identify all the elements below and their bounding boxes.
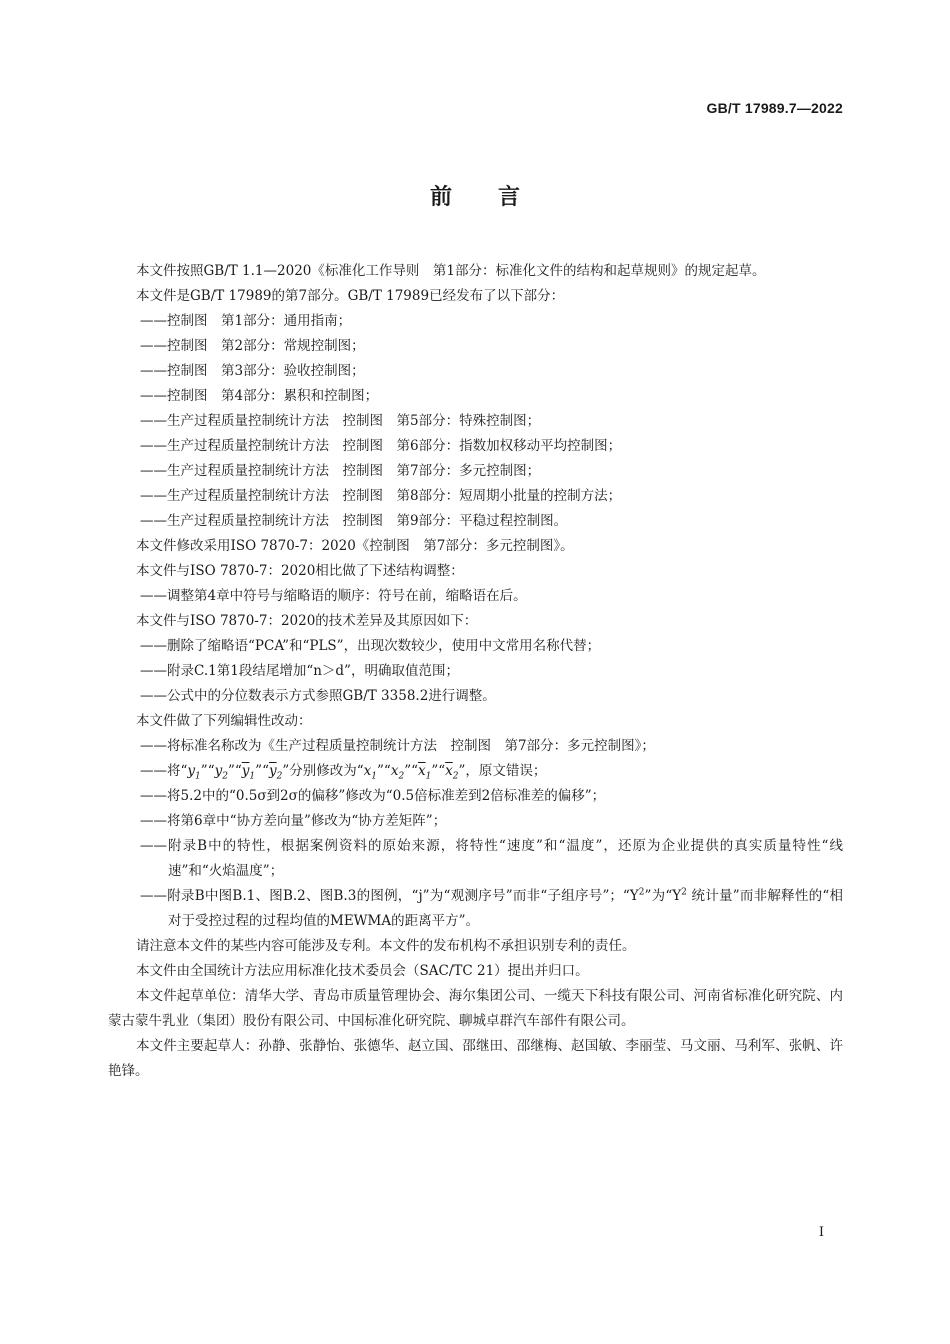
symbol-ybar1: $\overline{y}_1$ xyxy=(241,763,256,782)
committee-paragraph: 本文件由全国统计方法应用标准化技术委员会（SAC/TC 21）提出并归口。 xyxy=(136,963,589,979)
list-item: ——将5.2中的“0.5σ到2σ的偏移”修改为“0.5倍标准差到2倍标准差的偏移”； xyxy=(140,788,606,804)
symbol-x1: $x_1$ xyxy=(363,763,378,782)
drafters-paragraph: 本文件主要起草人：孙静、张静怡、张德华、赵立国、邵继田、邵继梅、赵国敏、李丽莹、马文丽、马利军、张帆、许艳锋。 xyxy=(108,1038,843,1079)
adopt-paragraph: 本文件修改采用ISO 7870-7：2020《控制图 第7部分：多元控制图》。 xyxy=(136,538,574,554)
superscript: 2 xyxy=(638,887,645,898)
list-item: ——控制图 第2部分：常规控制图； xyxy=(140,338,365,354)
superscript: 2 xyxy=(681,887,687,898)
list-item-legend xyxy=(108,884,843,934)
list-item: ——生产过程质量控制统计方法 控制图 第5部分：特殊控制图； xyxy=(140,413,541,429)
symbol-y2: $y_2$ xyxy=(214,763,228,782)
text-fragment: ”为“Y xyxy=(644,888,682,904)
list-item: ——控制图 第1部分：通用指南； xyxy=(140,313,352,329)
standard-code: GB/T 17989.7—2022 xyxy=(706,100,843,116)
text-fragment: ——附录B中图B.1、图B.2、图B.3的图例，“j”为“观测序号”而非“子组序号”；“Y xyxy=(140,888,639,904)
text-fragment: ——将“ xyxy=(140,763,188,779)
list-item: ——将第6章中“协方差向量”修改为“协方差矩阵”； xyxy=(140,813,447,829)
text-fragment: ”分别修改为“ xyxy=(282,763,364,779)
symbol-y1: $y_1$ xyxy=(187,763,201,782)
list-item: ——附录B中的特性，根据案例资料的原始来源，将特性“速度”和“温度”，还原为企业提供的真实质量特性“线速”和“火焰温度”； xyxy=(140,838,843,879)
list-item: ——生产过程质量控制统计方法 控制图 第6部分：指数加权移动平均控制图； xyxy=(140,438,622,454)
intro-paragraph: 本文件按照GB/T 1.1—2020《标准化工作导则 第1部分：标准化文件的结构和起草规则》的规定起草。 xyxy=(136,263,766,279)
patent-paragraph: 请注意本文件的某些内容可能涉及专利。本文件的发布机构不承担识别专利的责任。 xyxy=(136,938,636,954)
symbol-xbar1: $\overline{x}_1$ xyxy=(418,763,432,782)
list-item: ——生产过程质量控制统计方法 控制图 第9部分：平稳过程控制图。 xyxy=(140,513,568,529)
page-number: I xyxy=(818,1225,824,1240)
list-item: ——删除了缩略语“PCA”和“PLS”，出现次数较少，使用中文常用名称代替； xyxy=(140,638,601,654)
list-item-symbols: ——将“$y_1”“y_2”“\overline{y}_1”“\overline{y}_2$”分别修改为“$x_1”“x_2”“\overline{x}_1”“\overline{x}_2$”，原文错误； xyxy=(140,763,547,782)
list-item: ——生产过程质量控制统计方法 控制图 第7部分：多元控制图； xyxy=(140,463,541,479)
symbol-x2: $x_2$ xyxy=(390,763,405,782)
symbol-xbar2: $\overline{x}_2$ xyxy=(445,763,459,782)
text-fragment: 统计量”而非解释性的“相对于受控过程的过程均值的MEWMA的距离平方”。 xyxy=(168,888,843,929)
list-item: ——控制图 第3部分：验收控制图； xyxy=(140,363,365,379)
structure-paragraph: 本文件与ISO 7870-7：2020相比做了下述结构调整： xyxy=(136,563,464,579)
list-item: ——生产过程质量控制统计方法 控制图 第8部分：短周期小批量的控制方法； xyxy=(140,488,622,504)
list-item: ——控制图 第4部分：累积和控制图； xyxy=(140,388,379,404)
list-item: ——调整第4章中符号与缩略语的顺序：符号在前，缩略语在后。 xyxy=(140,588,527,604)
part-paragraph: 本文件是GB/T 17989的第7部分。GB/T 17989已经发布了以下部分： xyxy=(136,288,565,304)
page-title: 前言 xyxy=(429,185,566,210)
editorial-paragraph: 本文件做了下列编辑性改动： xyxy=(136,713,312,729)
symbol-ybar2: $\overline{y}_2$ xyxy=(268,763,283,782)
list-item: ——公式中的分位数表示方式参照GB/T 3358.2进行调整。 xyxy=(140,688,496,704)
text-fragment: ”，原文错误； xyxy=(458,763,547,779)
list-item: ——附录C.1第1段结尾增加“n＞d”，明确取值范围； xyxy=(140,663,459,679)
document-body xyxy=(108,259,843,1084)
tech-diff-paragraph: 本文件与ISO 7870-7：2020的技术差异及其原因如下： xyxy=(136,613,478,629)
drafting-units-paragraph: 本文件起草单位：清华大学、青岛市质量管理协会、海尔集团公司、一缆天下科技有限公司、河南省标准化研究院、内蒙古蒙牛乳业（集团）股份有限公司、中国标准化研究院、聊城卓群汽车部件有限公司。 xyxy=(108,988,843,1029)
list-item: ——将标准名称改为《生产过程质量控制统计方法 控制图 第7部分：多元控制图》； xyxy=(140,738,655,754)
